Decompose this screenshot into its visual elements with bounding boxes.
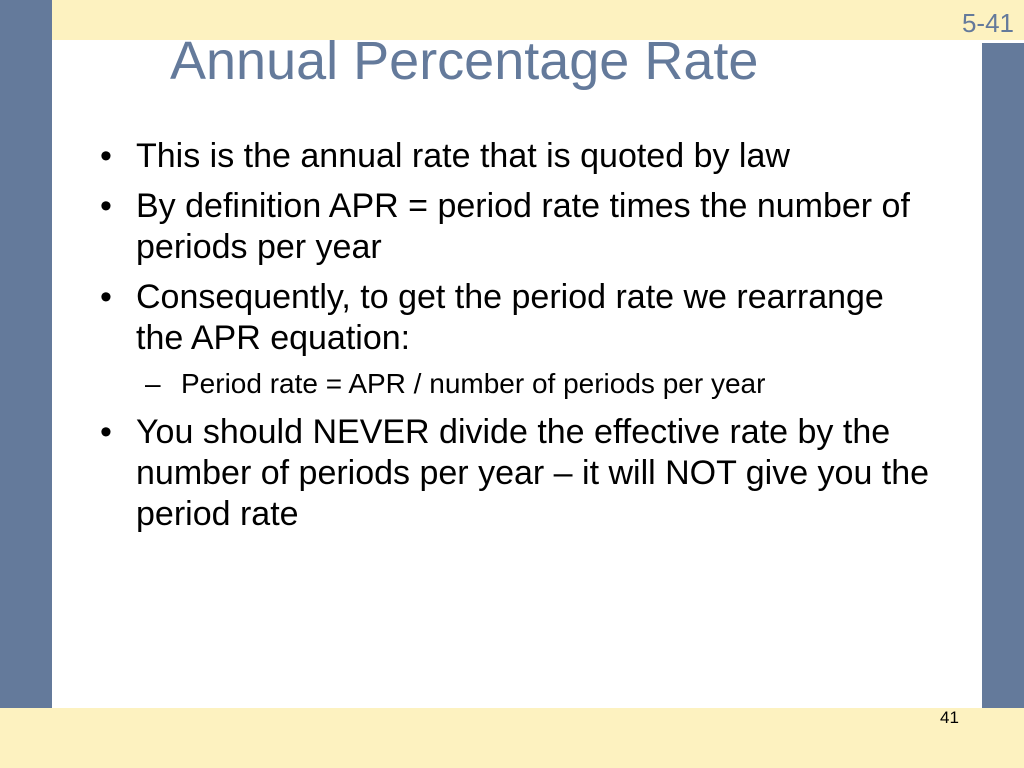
page-number: 41 — [940, 708, 959, 727]
bullet-marker: • — [100, 137, 112, 175]
bullet-text: Consequently, to get the period rate we rearrange the APR equation: — [136, 278, 884, 357]
bullet-item — [100, 136, 930, 177]
sub-bullet-marker: – — [145, 368, 161, 399]
sub-bullet-item — [145, 366, 930, 402]
bullet-text: By definition APR = period rate times the number of periods per year — [136, 187, 910, 266]
bullet-item — [100, 186, 930, 268]
bullet-item — [100, 277, 930, 359]
bullet-text: This is the annual rate that is quoted by law — [136, 137, 790, 175]
bottom-cream-band — [0, 708, 1024, 768]
bullet-marker: • — [100, 278, 112, 316]
bullet-marker: • — [100, 413, 112, 451]
right-blue-band — [982, 43, 1024, 711]
bullet-list — [100, 136, 930, 544]
sub-bullet-text: Period rate = APR / number of periods per year — [181, 368, 766, 399]
bullet-text: You should NEVER divide the effective rate by the number of periods per year – it will NOT give you the period rate — [136, 413, 930, 533]
bullet-item — [100, 412, 930, 535]
left-blue-band — [0, 0, 52, 724]
slide-title: Annual Percentage Rate — [170, 31, 759, 91]
slide-chapter-number: 5-41 — [961, 8, 1014, 38]
bullet-marker: • — [100, 187, 112, 225]
